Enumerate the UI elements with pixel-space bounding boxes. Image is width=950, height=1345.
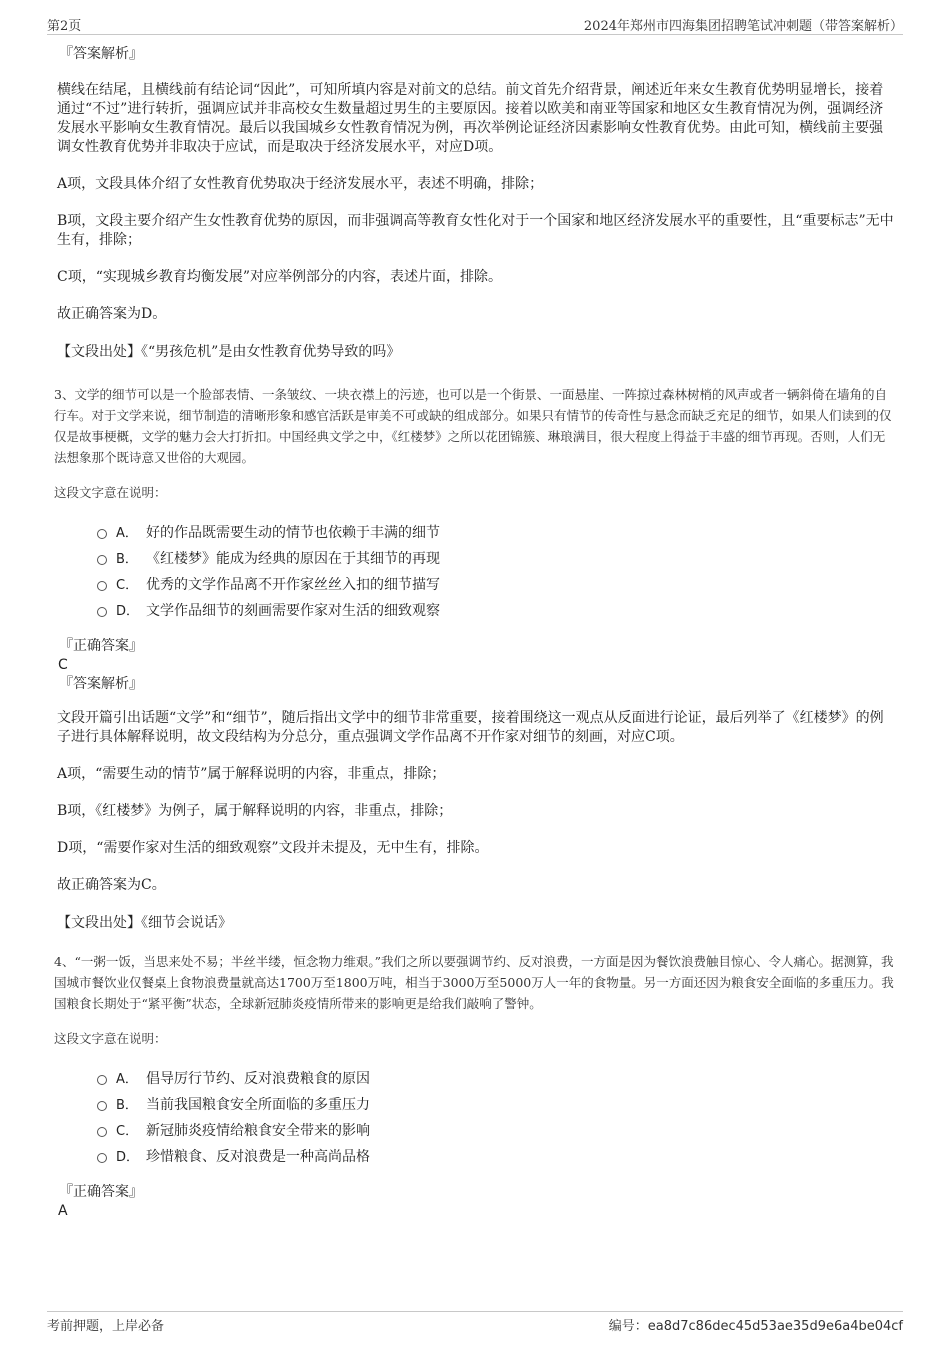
radio-icon[interactable]	[97, 607, 107, 617]
q4-option-d[interactable]: D． 珍惜粮食、反对浪费是一种高尚品格	[97, 1144, 895, 1170]
q4-options	[97, 1066, 895, 1170]
q4-option-c[interactable]: C． 新冠肺炎疫情给粮食安全带来的影响	[97, 1118, 895, 1144]
q2-analysis-para: 故正确答案为D。	[57, 306, 167, 322]
q3-analysis-para: D项，“需要作家对生活的细致观察”文段并未提及，无中生有，排除。	[57, 840, 489, 856]
page-header	[47, 12, 903, 35]
document-body	[54, 44, 895, 1220]
q2-analysis-para: A项，文段具体介绍了女性教育优势取决于经济发展水平，表述不明确，排除；	[57, 176, 544, 192]
radio-icon[interactable]	[97, 555, 107, 565]
radio-icon[interactable]	[97, 1101, 107, 1111]
q3-source: 【文段出处】《细节会说话》	[57, 915, 232, 931]
q4-prompt: 这段文字意在说明：	[54, 1031, 167, 1046]
footer-slogan: 考前押题，上岸必备	[47, 1319, 165, 1334]
radio-icon[interactable]	[97, 1153, 107, 1163]
footer-code	[609, 1315, 903, 1334]
q3-analysis-para: 文段开篇引出话题“文学”和“细节”，随后指出文学中的细节非常重要，接着围绕这一观点从反面进行论证，最后列举了《红楼梦》的例子进行具体解释说明，故文段结构为分总分，重点强调文学作品离不开作家对细节的刻画，对应C项。	[57, 710, 884, 745]
footer-code-value: ea8d7c86dec45d53ae35d9e6a4be04cf	[647, 1319, 903, 1334]
document-title: 2024年郑州市四海集团招聘笔试冲刺题（带答案解析）	[583, 19, 903, 34]
q4-option-b[interactable]: B． 当前我国粮食安全所面临的多重压力	[97, 1092, 895, 1118]
page-footer	[47, 1311, 903, 1336]
q4-option-a[interactable]: A． 倡导厉行节约、反对浪费粮食的原因	[97, 1066, 895, 1092]
q3-option-a[interactable]: A． 好的作品既需要生动的情节也依赖于丰满的细节	[97, 520, 895, 546]
q2-analysis-para: C项，“实现城乡教育均衡发展”对应举例部分的内容，表述片面，排除。	[57, 269, 503, 285]
q4-question-text: 4、“一粥一饭，当思来处不易；半丝半缕，恒念物力维艰。”我们之所以要强调节约、反对浪费，一方面是因为餐饮浪费触目惊心、令人痛心。据测算，我国城市餐饮业仅餐桌上食物浪费量就高达1700万至1800万吨，相当于3000万至5000万人一年的食物量。另一方面还因为粮食安全面临的多重压力。我国粮食长期处于“紧平衡”状态，全球新冠肺炎疫情所带来的影响更是给我们敲响了警钟。	[54, 954, 894, 1011]
q3-options	[97, 520, 895, 624]
q2-analysis-para: B项，文段主要介绍产生女性教育优势的原因，而非强调高等教育女性化对于一个国家和地区经济发展水平的重要性，且“重要标志”无中生有，排除；	[57, 213, 894, 248]
radio-icon[interactable]	[97, 1127, 107, 1137]
q3-analysis-para: B项，《红楼梦》为例子，属于解释说明的内容，非重点，排除；	[57, 803, 453, 819]
q2-analysis-para: 横线在结尾，且横线前有结论词“因此”，可知所填内容是对前文的总结。前文首先介绍背景，阐述近年来女生教育优势明显增长，接着通过“不过”进行转折，强调应试并非高校女生数量超过男生的主要原因。接着以欧美和南亚等国家和地区女生教育情况为例，强调经济发展水平影响女生教育情况。最后以我国城乡女性教育情况为例，再次举例论证经济因素影响女性教育优势。由此可知，横线前主要强调女性教育优势并非取决于应试，而是取决于经济发展水平，对应D项。	[57, 82, 884, 155]
q3-question-text: 3、文学的细节可以是一个脸部表情、一条皱纹、一块衣襟上的污迹，也可以是一个街景、一面悬崖、一阵掠过森林树梢的风声或者一辆斜倚在墙角的自行车。对于文学来说，细节制造的清晰形象和感官活跃是审美不可或缺的组成部分。如果只有情节的传奇性与悬念而缺乏充足的细节，如果人们读到的仅仅是故事梗概，文学的魅力会大打折扣。中国经典文学之中，《红楼梦》之所以花团锦簇、琳琅满目，很大程度上得益于丰盛的细节再现。否则，人们无法想象那个既诗意又世俗的大观园。	[54, 387, 892, 465]
q3-analysis-para: A项，“需要生动的情节”属于解释说明的内容，非重点，排除；	[57, 766, 446, 782]
radio-icon[interactable]	[97, 529, 107, 539]
q3-prompt: 这段文字意在说明：	[54, 485, 167, 500]
radio-icon[interactable]	[97, 1075, 107, 1085]
q4-answer-title: 『正确答案』	[59, 1184, 143, 1200]
q3-answer: C	[58, 657, 68, 673]
q3-option-b[interactable]: B． 《红楼梦》能成为经典的原因在于其细节的再现	[97, 546, 895, 572]
q3-analysis-para: 故正确答案为C。	[57, 877, 166, 893]
radio-icon[interactable]	[97, 581, 107, 591]
q4-answer: A	[58, 1203, 68, 1219]
q3-answer-title: 『正确答案』	[59, 638, 143, 654]
page-number: 第2页	[47, 19, 82, 34]
q3-analysis-title: 『答案解析』	[59, 676, 143, 692]
q3-option-d[interactable]: D． 文学作品细节的刻画需要作家对生活的细致观察	[97, 598, 895, 624]
q3-option-c[interactable]: C． 优秀的文学作品离不开作家丝丝入扣的细节描写	[97, 572, 895, 598]
footer-code-label: 编号：	[608, 1319, 648, 1334]
q2-source: 【文段出处】《“男孩危机”是由女性教育优势导致的吗》	[57, 344, 401, 360]
q2-analysis-title: 『答案解析』	[59, 46, 143, 62]
